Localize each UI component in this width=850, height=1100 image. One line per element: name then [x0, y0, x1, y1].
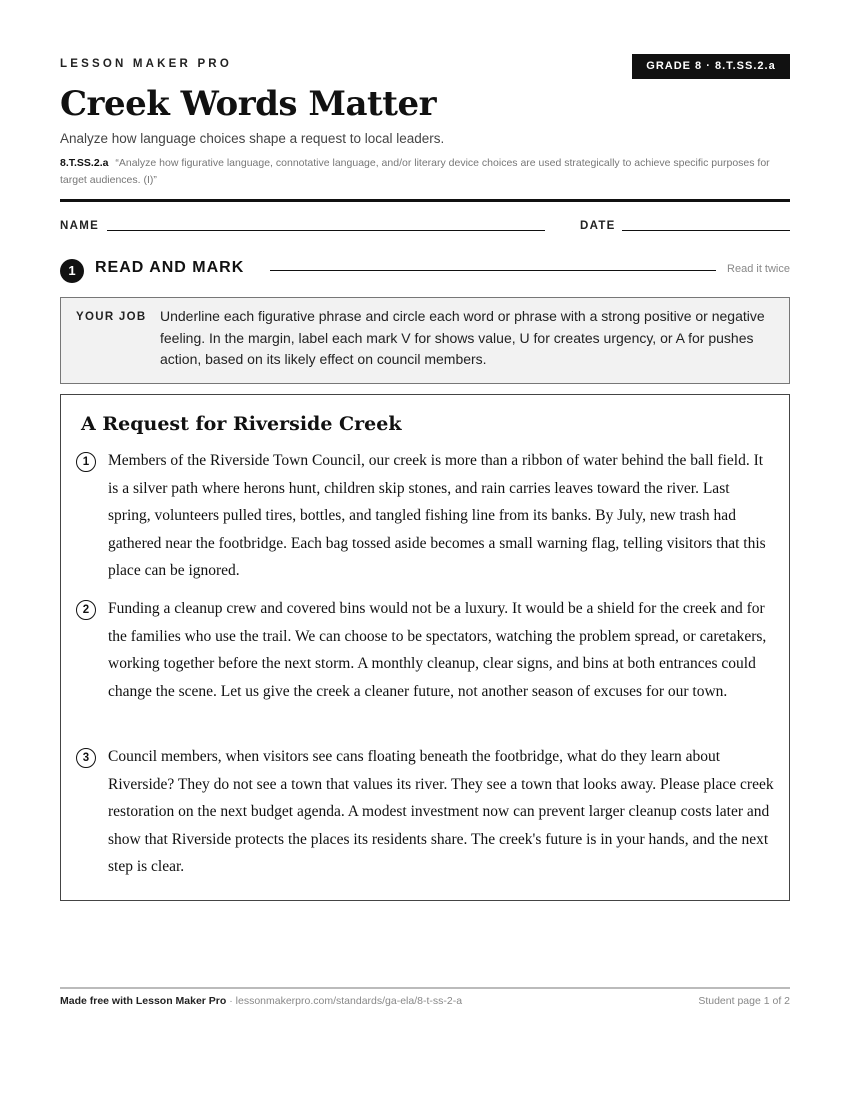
standard-text: “Analyze how figurative language, connotative language, and/or literary device choices are used strategically to achieve specific purposes for target audiences. (I)” [60, 157, 770, 186]
worksheet-page [60, 0, 790, 1100]
instructions-text: Underline each figurative phrase and circle each word or phrase with a strong positive or negative feeling. In the margin, label each mark V for shows value, U for creates urgency, or A for pushes action, based on its likely effect on council members. [160, 308, 765, 367]
date-label: DATE [580, 220, 616, 232]
footer-made-with: Made free with Lesson Maker Pro [60, 995, 227, 1007]
name-label: NAME [60, 220, 100, 232]
footer-credit [60, 995, 462, 1007]
date-field[interactable] [622, 230, 790, 231]
footer-page-label: Student page 1 of 2 [698, 995, 790, 1007]
passage-title: A Request for Riverside Creek [81, 413, 402, 435]
header-divider [60, 199, 790, 202]
name-field[interactable] [107, 230, 545, 231]
section-divider [270, 270, 716, 271]
footer-divider [60, 987, 790, 989]
standard-description [60, 155, 790, 189]
standard-code: 8.T.SS.2.a [60, 157, 109, 169]
passage-paragraph: Council members, when visitors see cans floating beneath the footbridge, what do they learn about Riverside? They do not see a town that values its river. They see a town that looks away. Please place creek restoration on the next budget agenda. A modest investment now can prevent larger cleanup costs later and show that Riverside protects the places its residents share. The creek's future is in your hands, and the next step is clear. [108, 748, 774, 876]
page-subtitle: Analyze how language choices shape a request to local leaders. [60, 131, 445, 146]
section-title: READ AND MARK [95, 259, 245, 276]
section-number-badge: 1 [60, 259, 84, 283]
passage-paragraph: Funding a cleanup crew and covered bins would not be a luxury. It would be a shield for the creek and for the families who use the trail. We can choose to be spectators, watching the problem spread, or caretakers, working together before the next storm. A monthly cleanup, clear signs, and bins at both entrances could change the scene. Let us give the creek a cleaner future, not another season of excuses for our town. [108, 600, 767, 700]
paragraph-number: 1 [76, 452, 96, 472]
brand-name: LESSON MAKER PRO [60, 58, 232, 70]
page-title: Creek Words Matter [60, 84, 437, 124]
instructions-label: YOUR JOB [76, 311, 147, 323]
reading-passage [60, 394, 790, 901]
section-note: Read it twice [727, 263, 790, 275]
instructions-box [60, 297, 790, 384]
paragraph-number: 2 [76, 600, 96, 620]
footer-url[interactable]: · lessonmakerpro.com/standards/ga-ela/8-t-ss-2-a [226, 995, 463, 1007]
passage-paragraph: Members of the Riverside Town Council, our creek is more than a ribbon of water behind the ball field. It is a silver path where herons hunt, children skip stones, and rain carries leaves toward the river. Last spring, volunteers pulled tires, bottles, and tangled fishing line from its banks. By July, new trash had gathered near the footbridge. Each bag tossed aside becomes a small warning flag, telling visitors that this place can be ignored. [108, 452, 766, 580]
paragraph-number: 3 [76, 748, 96, 768]
grade-badge: GRADE 8 · 8.T.SS.2.a [632, 54, 790, 79]
